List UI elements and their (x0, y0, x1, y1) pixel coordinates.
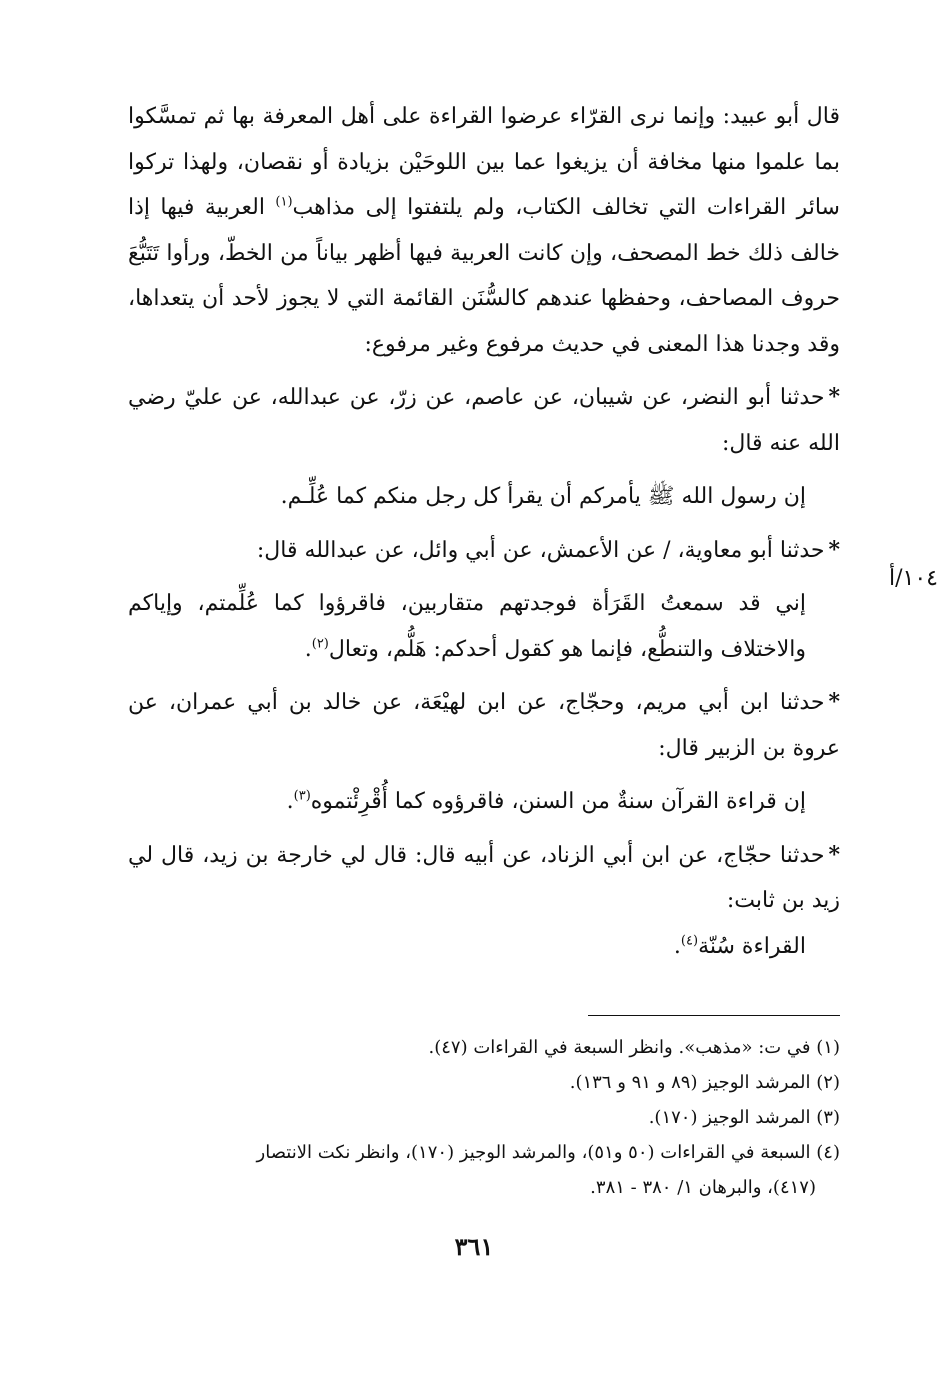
hadith-3-matn (128, 779, 840, 825)
footnotes (128, 1030, 840, 1205)
manuscript-folio-marker: ١٠٤/أ (889, 566, 938, 591)
footnote-4-continuation: (٤١٧)، والبرهان ١/ ٣٨٠ - ٣٨١. (590, 1177, 816, 1198)
hadith-4-isnad (128, 833, 840, 924)
hadith-4-matn (128, 924, 840, 970)
hadith-3-isnad (128, 680, 840, 771)
hadith-4-matn-text: القراءة سُنّة (698, 933, 806, 959)
main-text (128, 94, 840, 969)
hadith-4-isnad-text: حدثنا حجّاج، عن ابن أبي الزناد، عن أبيه قال: قال لي خارجة بن زيد، قال لي زيد بن ثابت: (128, 842, 840, 913)
footnote-2: (٢) المرشد الوجيز (٨٩ و ٩١ و ١٣٦). (569, 1072, 840, 1093)
hadith-1-isnad (128, 375, 840, 466)
asterisk-icon: * (828, 536, 840, 563)
footnote-marker-4: (٤) (680, 933, 699, 949)
footnote-separator (588, 1015, 840, 1016)
footnote-4: (٤) السبعة في القراءات (٥٠ و٥١)، والمرشد الوجيز (١٧٠)، وانظر نكت الانتصار (256, 1142, 840, 1163)
footnote-3: (٣) المرشد الوجيز (١٧٠). (648, 1107, 840, 1128)
footnote-1: (١) في ت: «مذهب». وانظر السبعة في القراءات (٤٧). (428, 1037, 840, 1058)
sentence-period: . (673, 933, 681, 959)
hadith-1-matn: إن رسول الله ﷺ يأمركم أن يقرأ كل رجل منكم كما عُلِّـم. (280, 484, 806, 509)
intro-text: قال أبو عبيد: وإنما نرى القرّاء عرضوا القراءة على أهل المعرفة بها ثم تمسَّكوا بما علموا منها مخافة أن يزيغوا عما بين اللوحَيْن بزيادة أو نقصان، ولهذا تركوا سائر القراءات التي تخالف الكتاب، ولم يلتفتوا إلى مذاهب (128, 104, 840, 220)
hadith-2-isnad-text: حدثنا أبو معاوية، / عن الأعمش، عن أبي وائل، عن عبدالله قال: (256, 537, 825, 563)
hadith-3-matn-text: إن قراءة القرآن سنةٌ من السنن، فاقرؤوه كما أُقْرِئْتموه (310, 789, 806, 814)
asterisk-icon: * (828, 384, 840, 410)
hadith-3-isnad-text: حدثنا ابن أبي مريم، وحجّاج، عن ابن لهيْعَة، عن خالد بن أبي عمران، عن عروة بن الزبير قال: (128, 690, 840, 761)
hadith-2-matn-text: إني قد سمعتُ القَرَأة فوجدتهم متقاربين، فاقرؤوا كما عُلِّمتم، وإياكم والاختلاف والتنطُّع، فإنما هو كقول أحدكم: هَلُّم، وتعال (128, 591, 806, 662)
footnote-marker-2: (٢) (311, 636, 329, 652)
footnote-marker-3: (٣) (293, 788, 311, 804)
asterisk-icon: * (828, 689, 840, 715)
hadith-1-isnad-text: حدثنا أبو النضر، عن شيبان، عن عاصم، عن زرّ، عن عبدالله، عن عليّ رضي الله عنه قال: (128, 385, 840, 456)
hadith-2-isnad (128, 528, 840, 574)
page-number: ٣٦١ (454, 1232, 494, 1261)
intro-paragraph (128, 94, 840, 367)
intro-text-rest: العربية فيها إذا خالف ذلك خط المصحف، وإن كانت العربية فيها أظهر بياناً من الخطّ، ورأوا تَتَبُّعَ حروف المصاحف، وحفظها عندهم كالسُّنَن القائمة التي لا يجوز لأحد أن يتعداها، وقد وجدنا هذا المعنى في حديث مرفوع وغير مرفوع: (128, 195, 840, 357)
footnote-marker-1: (١) (275, 194, 293, 210)
asterisk-icon: * (828, 841, 840, 868)
sentence-period: . (304, 636, 312, 662)
sentence-period: . (286, 789, 294, 814)
hadith-2-matn (128, 581, 840, 672)
